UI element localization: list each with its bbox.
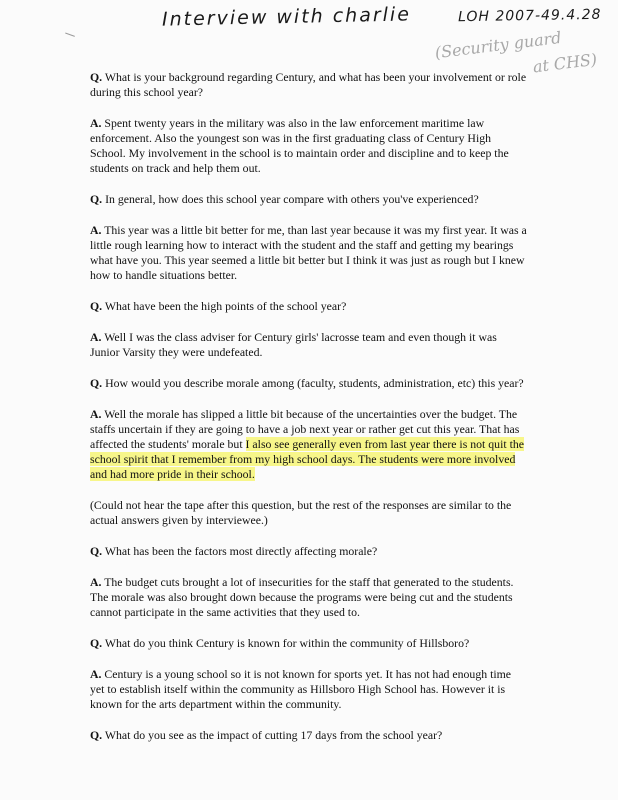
note-text: (Could not hear the tape after this question, but the rest of the responses are similar to the actual answers given by interviewee.) (90, 498, 512, 527)
answer (90, 330, 528, 360)
question-text: What has been the factors most directly affecting morale? (102, 544, 378, 558)
answer (90, 667, 528, 712)
answer-text: This year was a little bit better for me, than last year because it was my first year. It was a little rough learning how to interact with the student and the staff and getting my bearings what have you. This year seemed a little bit better but I think it was just as rough but I knew how to handle situations better. (90, 223, 527, 282)
question-label: Q. (90, 376, 103, 390)
answer-label: A. (90, 330, 102, 344)
question-text: What is your background regarding Century, and what has been your involvement or role during this school year? (90, 70, 527, 99)
question (90, 728, 528, 743)
question (90, 192, 528, 207)
highlighted-passage: I also see generally even from last year there is not quit the school spirit that I remember from my high school days. The students were more involved and had more pride in their school. (90, 437, 524, 481)
question (90, 376, 528, 391)
answer-label: A. (90, 223, 102, 237)
question-text: What do you see as the impact of cutting 17 days from the school year? (102, 728, 443, 742)
answer-label: A. (90, 116, 102, 130)
pencil-note-line-1: (Security guard (433, 27, 563, 63)
answer-text: Well I was the class adviser for Century girls' lacrosse team and even though it was Junior Varsity they were undefeated. (90, 330, 497, 359)
question-text: In general, how does this school year compare with others you've experienced? (102, 192, 479, 206)
scan-mark (63, 33, 75, 43)
answer (90, 116, 528, 176)
handwritten-archive-id: LOH 2007-49.4.28 (457, 6, 602, 26)
transcriber-note (90, 498, 528, 528)
question (90, 636, 528, 651)
answer (90, 223, 528, 283)
answer-text: The budget cuts brought a lot of insecurities for the staff that generated to the students. The morale was also brought down because the programs were being cut and the students cannot participate in the same activities that they used to. (90, 575, 514, 619)
answer-label: A. (90, 575, 102, 589)
answer-label: A. (90, 407, 102, 421)
answer (90, 575, 528, 620)
answer-text: Well the morale has slipped a little bit because of the uncertainties over the budget. The staffs uncertain if they are going to have a job next year or rather get cut this year. That has affected the students' morale but (90, 407, 520, 451)
question-text: What have been the high points of the school year? (102, 299, 347, 313)
question-label: Q. (90, 544, 103, 558)
answer-label: A. (90, 667, 102, 681)
pencil-note-line-2: at CHS) (531, 49, 599, 77)
question-label: Q. (90, 70, 103, 84)
question-text: What do you think Century is known for within the community of Hillsboro? (102, 636, 470, 650)
question-label: Q. (90, 728, 103, 742)
question (90, 70, 528, 100)
answer-text: Spent twenty years in the military was also in the law enforcement maritime law enforcement. Also the youngest son was in the first graduating class of Century High School. My involvement in the school is to maintain order and discipline and to keep the students on track and help them out. (90, 116, 509, 175)
question-label: Q. (90, 636, 103, 650)
question-text: How would you describe morale among (faculty, students, administration, etc) this year? (102, 376, 524, 390)
question (90, 299, 528, 314)
question-label: Q. (90, 299, 103, 313)
answer (90, 407, 528, 482)
transcript-body (90, 70, 528, 759)
handwritten-title: Interview with charlie (161, 3, 412, 31)
answer-text: Century is a young school so it is not known for sports yet. It has not had enough time yet to establish itself within the community as Hillsboro High School has. However it is known for the arts department within the community. (90, 667, 512, 711)
question (90, 544, 528, 559)
question-label: Q. (90, 192, 103, 206)
